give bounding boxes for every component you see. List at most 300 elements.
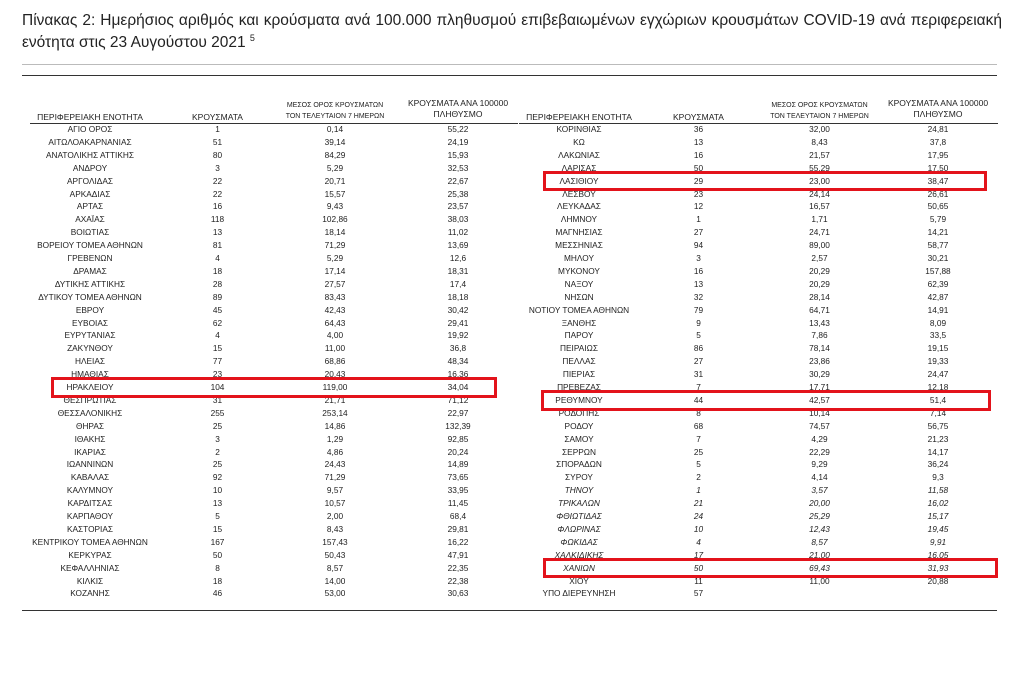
table-row [0, 536, 1027, 549]
table-row [0, 484, 1027, 497]
per100k-cell: 16,22 [447, 536, 469, 547]
header-per100k-left-line2: ΠΛΗΘΥΣΜΟ [433, 109, 483, 119]
cases-cell: 31 [212, 394, 223, 405]
cases-cell: 25 [693, 446, 704, 457]
avg7-cell: 10,14 [809, 407, 830, 418]
table-row [0, 291, 1027, 304]
region-cell: ΑΓΙΟ ΟΡΟΣ [67, 124, 113, 134]
per100k-cell: 16,36 [447, 369, 469, 380]
table-row [0, 317, 1027, 330]
header-avg-right [752, 100, 887, 122]
per100k-cell: 20,24 [447, 446, 469, 457]
per100k-cell: 22,35 [447, 562, 469, 573]
per100k-cell: 92,85 [447, 433, 469, 444]
region-cell: ΧΑΛΚΙΔΙΚΗΣ [554, 549, 604, 560]
per100k-cell: 19,15 [927, 343, 949, 354]
cases-cell: 5 [696, 330, 701, 341]
cases-cell: 9 [696, 317, 701, 328]
per100k-cell: 22,38 [447, 575, 469, 586]
cases-cell: 1 [696, 214, 701, 225]
region-cell: ΠΙΕΡΙΑΣ [562, 369, 596, 380]
avg7-cell: 4,86 [326, 446, 344, 457]
region-cell: ΑΧΑΪΑΣ [75, 214, 105, 225]
region-cell: ΤΡΙΚΑΛΩΝ [558, 498, 600, 509]
avg7-cell: 2,00 [326, 511, 344, 521]
avg7-cell: 20,29 [809, 278, 830, 289]
cases-cell: 94 [693, 240, 704, 251]
region-cell: ΘΗΡΑΣ [75, 420, 105, 431]
header-avg-left [270, 100, 400, 122]
region-cell: ΛΕΣΒΟΥ [562, 188, 596, 199]
avg7-cell: 253,14 [322, 407, 348, 418]
region-cell: ΑΝΑΤΟΛΙΚΗΣ ΑΤΤΙΚΗΣ [45, 149, 135, 160]
table-row [0, 342, 1027, 355]
region-cell: ΡΟΔΟΠΗΣ [558, 407, 600, 418]
region-cell: ΠΕΙΡΑΙΩΣ [560, 343, 598, 354]
table-row [0, 213, 1027, 226]
per100k-cell: 36,8 [449, 343, 467, 354]
cases-cell: 50 [693, 562, 704, 573]
per100k-cell: 11,45 [447, 498, 469, 509]
avg7-cell: 157,43 [322, 536, 348, 547]
avg7-cell: 21,71 [324, 394, 346, 405]
avg7-cell: 32,00 [809, 124, 830, 134]
cases-cell: 5 [696, 459, 701, 470]
per100k-cell: 9,3 [932, 472, 944, 483]
avg7-cell: 64,43 [324, 317, 346, 328]
cases-cell: 32 [693, 291, 704, 302]
cases-cell: 89 [212, 291, 223, 302]
avg7-cell: 78,14 [809, 343, 830, 354]
per100k-cell: 24,81 [927, 124, 949, 134]
per100k-cell: 20,88 [927, 575, 949, 586]
cases-cell: 86 [693, 343, 704, 354]
per100k-cell: 50,65 [927, 201, 949, 212]
avg7-cell: 39,14 [324, 136, 346, 147]
avg7-cell: 20,00 [809, 498, 830, 509]
per100k-cell: 9,91 [929, 536, 947, 547]
region-cell: ΜΕΣΣΗΝΙΑΣ [555, 240, 603, 251]
table-row [0, 420, 1027, 433]
per100k-cell: 22,97 [447, 407, 469, 418]
region-cell: ΚΑΡΔΙΤΣΑΣ [67, 498, 113, 509]
per100k-cell: 58,77 [927, 240, 949, 251]
per100k-cell: 73,65 [447, 472, 469, 483]
region-cell: ΚΕΝΤΡΙΚΟΥ ΤΟΜΕΑ ΑΘΗΝΩΝ [32, 536, 148, 547]
table-row [0, 136, 1027, 149]
top-rule [22, 75, 997, 76]
cases-cell: 21 [693, 498, 704, 509]
header-per100k-left [398, 98, 518, 120]
avg7-cell: 9,29 [811, 459, 828, 470]
region-cell: ΦΘΙΩΤΙΔΑΣ [556, 511, 602, 521]
region-cell: ΗΜΑΘΙΑΣ [71, 369, 109, 380]
cases-cell: 15 [212, 343, 223, 354]
per100k-cell: 30,21 [927, 253, 949, 263]
avg7-cell: 24,43 [324, 459, 346, 470]
cases-cell: 167 [210, 536, 225, 547]
region-cell: ΠΑΡΟΥ [564, 330, 594, 341]
per100k-cell: 30,63 [447, 588, 469, 599]
region-cell: ΑΡΤΑΣ [76, 201, 104, 212]
per100k-cell: 19,33 [927, 356, 949, 367]
header-cases-left: ΚΡΟΥΣΜΑΤΑ [192, 112, 243, 122]
per100k-cell: 17,50 [927, 162, 949, 173]
cases-cell: 255 [210, 407, 225, 418]
header-avg-right-line2: ΤΟΝ ΤΕΛΕΥΤΑΙΟΝ 7 ΗΜΕΡΩΝ [770, 113, 869, 120]
per100k-cell: 36,24 [927, 459, 949, 470]
per100k-cell: 13,69 [447, 240, 469, 251]
region-cell: ΜΥΚΟΝΟΥ [558, 265, 600, 276]
avg7-cell: 20,29 [809, 265, 830, 276]
per100k-cell: 14,21 [927, 227, 949, 238]
cases-cell: 10 [212, 485, 223, 496]
table-row [0, 200, 1027, 213]
cases-cell: 79 [693, 304, 704, 315]
per100k-cell: 15,93 [447, 149, 469, 160]
per100k-cell: 19,92 [447, 330, 469, 341]
highlight-box-left [51, 377, 497, 398]
per100k-cell: 55,22 [447, 124, 469, 134]
cases-cell: 28 [212, 278, 223, 289]
per100k-cell: 12,18 [927, 382, 949, 392]
caption-text: Πίνακας 2: Ημερήσιος αριθμός και κρούσματα ανά 100.000 πληθυσμού επιβεβαιωμένων εγχώριων κρουσμάτων COVID-19 ανά περιφερειακή ενότητα στις 23 Αυγούστου 2021 [22, 12, 1002, 51]
cases-cell: 13 [693, 136, 704, 147]
per100k-cell: 16,05 [927, 549, 949, 560]
cases-cell: 25 [212, 459, 223, 470]
per100k-cell: 8,09 [929, 317, 947, 328]
region-cell: ΚΟΖΑΝΗΣ [70, 588, 110, 599]
avg7-cell: 50,43 [324, 549, 346, 560]
avg7-cell: 4,00 [326, 330, 344, 341]
cases-cell: 13 [212, 227, 223, 238]
region-cell: ΛΑΡΙΣΑΣ [561, 162, 597, 173]
avg7-cell: 7,86 [811, 330, 828, 341]
avg7-cell: 11,00 [809, 575, 830, 586]
cases-cell: 8 [215, 562, 220, 573]
cases-cell: 1 [696, 485, 701, 496]
header-avg-left-line1: ΜΕΣΟΣ ΟΡΟΣ ΚΡΟΥΣΜΑΤΩΝ [286, 102, 384, 109]
avg7-cell: 30,29 [809, 369, 830, 380]
cases-cell: 104 [210, 382, 225, 392]
cases-cell: 31 [693, 369, 704, 380]
cases-cell: 8 [696, 407, 701, 418]
avg7-cell: 10,57 [324, 498, 346, 509]
cases-cell: 16 [693, 265, 704, 276]
table-caption [22, 10, 1002, 54]
avg7-cell: 17,14 [324, 265, 346, 276]
region-cell: ΛΑΚΩΝΙΑΣ [558, 149, 600, 160]
region-cell: ΔΡΑΜΑΣ [73, 265, 107, 276]
region-cell: ΚΑΛΥΜΝΟΥ [66, 485, 114, 496]
table-row [0, 458, 1027, 471]
cases-cell: 118 [210, 214, 225, 225]
avg7-cell: 27,57 [324, 278, 346, 289]
caption-footnote: 5 [249, 32, 255, 43]
per100k-cell: 157,88 [925, 265, 951, 276]
avg7-cell: 21,57 [809, 149, 830, 160]
region-cell: ΚΕΦΑΛΛΗΝΙΑΣ [60, 562, 120, 573]
per100k-cell: 71,12 [447, 394, 469, 405]
cases-cell: 4 [696, 536, 701, 547]
region-cell: ΚΩ [573, 136, 585, 147]
region-cell: ΜΗΛΟΥ [564, 253, 594, 263]
highlight-box-right [541, 390, 991, 411]
avg7-cell: 4,29 [811, 433, 828, 444]
cases-cell: 27 [693, 356, 704, 367]
cases-cell: 51 [212, 136, 223, 147]
table-row [0, 252, 1027, 265]
avg7-cell: 1,71 [811, 214, 828, 225]
avg7-cell: 2,57 [811, 253, 828, 263]
highlight-box-right [543, 558, 998, 579]
table-row [0, 433, 1027, 446]
region-cell: ΑΙΤΩΛΟΑΚΑΡΝΑΝΙΑΣ [48, 136, 132, 147]
per100k-cell: 18,18 [447, 291, 469, 302]
cases-cell: 23 [693, 188, 704, 199]
per100k-cell: 14,89 [447, 459, 469, 470]
region-cell: ΒΟΡΕΙΟΥ ΤΟΜΕΑ ΑΘΗΝΩΝ [37, 240, 143, 251]
cases-cell: 16 [693, 149, 704, 160]
cases-cell: 7 [696, 433, 701, 444]
cases-cell: 50 [693, 162, 704, 173]
cases-cell: 81 [212, 240, 223, 251]
cases-cell: 23 [212, 369, 223, 380]
per100k-cell: 38,03 [447, 214, 469, 225]
avg7-cell: 16,57 [809, 201, 830, 212]
cases-cell: 3 [696, 253, 701, 263]
region-cell: ΚΕΡΚΥΡΑΣ [68, 549, 112, 560]
cases-cell: 25 [212, 420, 223, 431]
table-row [0, 523, 1027, 536]
region-cell: ΗΡΑΚΛΕΙΟΥ [66, 382, 114, 392]
region-cell: ΣΠΟΡΑΔΩΝ [556, 459, 602, 470]
region-cell: ΞΑΝΘΗΣ [561, 317, 597, 328]
per100k-cell: 24,47 [927, 369, 949, 380]
cases-cell: 29 [693, 175, 704, 186]
per100k-cell: 23,57 [447, 201, 469, 212]
per100k-cell: 14,17 [927, 446, 949, 457]
table-row [0, 471, 1027, 484]
avg7-cell: 17,71 [809, 382, 830, 392]
table-row [0, 278, 1027, 291]
avg7-cell: 68,86 [324, 356, 346, 367]
per100k-cell: 37,8 [929, 136, 947, 147]
per100k-cell: 32,53 [447, 162, 469, 173]
region-cell: ΠΕΛΛΑΣ [562, 356, 596, 367]
per100k-cell: 42,87 [927, 291, 949, 302]
avg7-cell: 14,86 [324, 420, 346, 431]
cases-cell: 5 [215, 511, 220, 521]
region-cell: ΙΩΑΝΝΙΝΩΝ [66, 459, 114, 470]
per100k-cell: 11,02 [447, 227, 469, 238]
region-cell: ΑΝΔΡΟΥ [72, 162, 108, 173]
avg7-cell: 55,29 [809, 162, 830, 173]
per100k-cell: 19,45 [927, 523, 949, 534]
avg7-cell: 11,00 [324, 343, 346, 354]
per100k-cell: 7,14 [929, 407, 947, 418]
cases-cell: 27 [693, 227, 704, 238]
avg7-cell: 0,14 [326, 124, 344, 134]
top-rule-light [22, 64, 997, 65]
region-cell: ΣΕΡΡΩΝ [562, 446, 596, 457]
avg7-cell: 84,29 [324, 149, 346, 160]
avg7-cell: 83,43 [324, 291, 346, 302]
cases-cell: 45 [212, 304, 223, 315]
avg7-cell: 23,86 [809, 356, 830, 367]
avg7-cell: 3,57 [811, 485, 828, 496]
avg7-cell: 1,29 [326, 433, 344, 444]
per100k-cell: 51,4 [929, 394, 947, 405]
cases-cell: 24 [693, 511, 704, 521]
per100k-cell: 21,23 [927, 433, 949, 444]
region-cell: ΔΥΤΙΚΗΣ ΑΤΤΙΚΗΣ [54, 278, 126, 289]
cases-cell: 12 [693, 201, 704, 212]
region-cell: ΚΙΛΚΙΣ [76, 575, 104, 586]
avg7-cell: 64,71 [809, 304, 830, 315]
header-region-right: ΠΕΡΙΦΕΡΕΙΑΚΗ ΕΝΟΤΗΤΑ [526, 112, 632, 122]
avg7-cell: 69,43 [809, 562, 830, 573]
cases-cell: 3 [215, 433, 220, 444]
avg7-cell: 14,00 [324, 575, 346, 586]
header-avg-right-line1: ΜΕΣΟΣ ΟΡΟΣ ΚΡΟΥΣΜΑΤΩΝ [771, 102, 868, 109]
cases-cell: 22 [212, 188, 223, 199]
region-cell: ΛΗΜΝΟΥ [560, 214, 598, 225]
avg7-cell: 8,43 [326, 523, 344, 534]
region-cell: ΙΚΑΡΙΑΣ [74, 446, 106, 457]
bottom-rule [22, 610, 997, 611]
header-per100k-left-line1: ΚΡΟΥΣΜΑΤΑ ΑΝΑ 100000 [407, 98, 509, 108]
per100k-cell: 5,79 [929, 214, 947, 225]
cases-cell: 3 [215, 162, 220, 173]
region-cell: ΘΕΣΠΡΩΤΙΑΣ [63, 394, 117, 405]
table-row [0, 446, 1027, 459]
header-per100k-right-line2: ΠΛΗΘΥΣΜΟ [913, 109, 963, 119]
header-region-left: ΠΕΡΙΦΕΡΕΙΑΚΗ ΕΝΟΤΗΤΑ [37, 112, 143, 122]
per100k-cell: 56,75 [927, 420, 949, 431]
avg7-cell: 89,00 [809, 240, 830, 251]
region-cell: ΖΑΚΥΝΘΟΥ [67, 343, 113, 354]
highlight-box-right [543, 171, 987, 192]
cases-cell: 15 [212, 523, 223, 534]
cases-cell: 18 [212, 575, 223, 586]
cases-cell: 22 [212, 175, 223, 186]
avg7-cell: 25,29 [809, 511, 830, 521]
table-row [0, 497, 1027, 510]
region-cell: ΚΑΒΑΛΑΣ [70, 472, 110, 483]
avg7-cell: 74,57 [809, 420, 830, 431]
avg7-cell: 5,29 [326, 253, 344, 263]
header-cases-right: ΚΡΟΥΣΜΑΤΑ [673, 112, 724, 122]
per100k-cell: 14,91 [927, 304, 949, 315]
region-cell: ΕΥΡΥΤΑΝΙΑΣ [64, 330, 116, 341]
cases-cell: 18 [212, 265, 223, 276]
table-row [0, 149, 1027, 162]
table-row [0, 123, 1027, 136]
cases-cell: 2 [215, 446, 220, 457]
cases-cell: 68 [693, 420, 704, 431]
cases-cell: 13 [693, 278, 704, 289]
cases-cell: 17 [693, 549, 704, 560]
cases-cell: 44 [693, 394, 704, 405]
per100k-cell: 31,93 [927, 562, 949, 573]
table-row [0, 329, 1027, 342]
avg7-cell: 53,00 [324, 588, 346, 599]
cases-cell: 80 [212, 149, 223, 160]
avg7-cell: 8,43 [811, 136, 828, 147]
avg7-cell: 24,71 [809, 227, 830, 238]
per100k-cell: 11,58 [927, 485, 949, 496]
cases-cell: 11 [694, 575, 703, 586]
avg7-cell: 24,14 [809, 188, 830, 199]
avg7-cell: 13,43 [809, 317, 830, 328]
table-row [0, 239, 1027, 252]
region-cell: ΠΡΕΒΕΖΑΣ [557, 382, 601, 392]
header-per100k-right-line1: ΚΡΟΥΣΜΑΤΑ ΑΝΑ 100000 [887, 98, 989, 108]
per100k-cell: 30,42 [447, 304, 469, 315]
cases-cell: 10 [693, 523, 704, 534]
table-row [0, 510, 1027, 523]
per100k-cell: 26,61 [927, 188, 949, 199]
region-cell: ΦΛΩΡΙΝΑΣ [557, 523, 601, 534]
region-cell: ΜΑΓΝΗΣΙΑΣ [555, 227, 603, 238]
region-cell: ΚΑΡΠΑΘΟΥ [66, 511, 114, 521]
avg7-cell: 9,43 [326, 201, 344, 212]
region-cell: ΦΩΚΙΔΑΣ [560, 536, 598, 547]
avg7-cell: 71,29 [324, 240, 346, 251]
per100k-cell: 22,67 [447, 175, 469, 186]
avg7-cell: 28,14 [809, 291, 830, 302]
avg7-cell: 71,29 [324, 472, 346, 483]
per100k-cell: 38,47 [927, 175, 949, 186]
region-cell: ΣΥΡΟΥ [565, 472, 593, 483]
avg7-cell: 21,00 [809, 549, 830, 560]
cases-cell: 16 [212, 201, 223, 212]
cases-cell: 2 [696, 472, 701, 483]
per100k-cell: 15,17 [927, 511, 949, 521]
cases-cell: 7 [696, 382, 701, 392]
region-cell: ΤΗΝΟΥ [564, 485, 594, 496]
avg7-cell: 20,71 [324, 175, 346, 186]
per100k-cell: 34,04 [447, 382, 469, 392]
table-row [0, 226, 1027, 239]
avg7-cell: 8,57 [326, 562, 344, 573]
cases-cell: 92 [212, 472, 223, 483]
per100k-cell: 12,6 [449, 253, 467, 263]
region-cell: ΝΟΤΙΟΥ ΤΟΜΕΑ ΑΘΗΝΩΝ [528, 304, 630, 315]
header-avg-left-line2: ΤΟΝ ΤΕΛΕΥΤΑΙΟΝ 7 ΗΜΕΡΩΝ [285, 113, 385, 120]
region-cell: ΝΑΞΟΥ [564, 278, 594, 289]
per100k-cell: 29,81 [447, 523, 469, 534]
cases-cell: 36 [693, 124, 704, 134]
per100k-cell: 33,95 [447, 485, 469, 496]
avg7-cell: 20,43 [324, 369, 346, 380]
per100k-cell: 24,19 [447, 136, 469, 147]
region-cell: ΚΟΡΙΝΘΙΑΣ [556, 124, 602, 134]
region-cell: ΛΑΣΙΘΙΟΥ [559, 175, 599, 186]
per100k-cell: 68,4 [449, 511, 467, 521]
region-cell: ΡΕΘΥΜΝΟΥ [555, 394, 603, 405]
region-cell: ΗΛΕΙΑΣ [74, 356, 106, 367]
region-cell: ΧΙΟΥ [569, 575, 589, 586]
avg7-cell: 9,57 [326, 485, 344, 496]
region-cell: ΒΟΙΩΤΙΑΣ [70, 227, 110, 238]
region-cell: ΕΒΡΟΥ [75, 304, 105, 315]
per100k-cell: 25,38 [447, 188, 469, 199]
avg7-cell: 12,43 [809, 523, 830, 534]
region-cell: ΑΡΚΑΔΙΑΣ [69, 188, 111, 199]
cases-cell: 62 [212, 317, 223, 328]
